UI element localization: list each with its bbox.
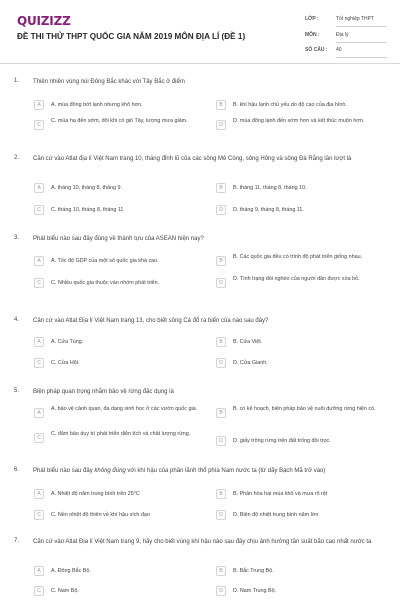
- question-number: 3.: [14, 235, 20, 241]
- option-letter-box: C: [34, 433, 44, 443]
- question-text: Căn cứ vào Atlat địa lí Việt Nam trang 10, tháng đỉnh lũ của các sông Mê Công, sông Hồng và sông Đà Rằng lần lượt là: [33, 156, 352, 162]
- option-text: A. Tốc độ GDP của một số quốc gia khá cao.: [51, 258, 159, 264]
- option-text: C. Nam Bộ.: [51, 588, 79, 594]
- option-text: A. Đông Bắc Bộ.: [51, 568, 91, 574]
- option-text: B. tháng 11, tháng 8, tháng 10.: [233, 185, 307, 191]
- option-letter-box: A: [34, 183, 44, 193]
- option-letter-box: D: [216, 586, 226, 596]
- question-text: Thiên nhiên vùng núi Đông Bắc khác với Tây Bắc ở điểm: [33, 79, 185, 85]
- option-text: C. Nền nhiệt độ thiên về khí hậu xích đạo: [51, 512, 150, 518]
- question-number: 4.: [14, 317, 20, 323]
- option-letter-box: A: [34, 337, 44, 347]
- option-d[interactable]: [216, 584, 388, 600]
- option-letter-box: B: [216, 337, 226, 347]
- quizizz-logo: QUIZIZZ: [17, 14, 71, 28]
- meta-class-label: LỚP :: [305, 16, 319, 22]
- option-b[interactable]: [216, 564, 388, 580]
- option-letter-box: D: [216, 278, 226, 288]
- meta-class-value: Tốt nghiệp THPT: [336, 16, 374, 22]
- question-text: [33, 467, 385, 475]
- question-number: 7.: [14, 538, 20, 544]
- option-text: C. Cửa Hội.: [51, 360, 80, 366]
- question-text: Căn cứ vào Atlat Địa lí Việt Nam trang 9, hãy cho biết vùng khí hậu nào sau đây chịu ảnh hưởng tần suất bão cao nhất nước ta: [33, 539, 372, 545]
- option-b[interactable]: [216, 181, 388, 197]
- option-a[interactable]: [34, 335, 206, 351]
- option-b[interactable]: [216, 254, 388, 270]
- option-text: A. tháng 10, tháng 8, tháng 9.: [51, 185, 123, 191]
- question-text-part: Phát biểu nào sau đây: [33, 468, 95, 474]
- option-letter-box: C: [34, 205, 44, 215]
- option-c[interactable]: [34, 203, 206, 219]
- page-title: ĐỀ THI THỬ THPT QUỐC GIA NĂM 2019 MÔN ĐỊA LÍ (ĐỀ 1): [17, 32, 246, 41]
- question-number: 5.: [14, 388, 20, 394]
- option-c[interactable]: [34, 431, 206, 447]
- option-a[interactable]: [34, 181, 206, 197]
- option-d[interactable]: [216, 356, 388, 372]
- option-text: A. Nhiệt độ năm trung bình trên 25°C: [51, 491, 140, 497]
- option-text: B. Cửa Việt.: [233, 339, 263, 345]
- option-letter-box: B: [216, 100, 226, 110]
- meta-subject-label: MÔN :: [305, 32, 320, 38]
- option-c[interactable]: [34, 356, 206, 372]
- option-b[interactable]: [216, 98, 388, 114]
- question-text: Biện pháp quan trọng nhằm bảo vệ rừng đặc dụng là: [33, 389, 174, 395]
- option-c[interactable]: [34, 584, 206, 600]
- question-text: Căn cứ vào Atlat Địa lí Việt Nam trang 13, cho biết sông Cả đổ ra biển của nào sau đây?: [33, 318, 269, 324]
- option-letter-box: D: [216, 120, 226, 130]
- meta-question-count-value: 40: [336, 47, 342, 53]
- option-letter-box: D: [216, 510, 226, 520]
- option-letter-box: D: [216, 205, 226, 215]
- option-d[interactable]: [216, 118, 388, 134]
- option-letter-box: A: [34, 256, 44, 266]
- option-text: A. bảo vệ cảnh quan, đa dạng sinh học ở các vườn quốc gia.: [51, 406, 198, 412]
- option-letter-box: B: [216, 566, 226, 576]
- option-text: D. giấy trồng rừng trên đất trống đồi trọc.: [233, 438, 331, 444]
- option-text: D. mùa đông lạnh đến sớm hơn và kết thúc muộn hơn.: [233, 118, 365, 124]
- option-text: D. tháng 9, tháng 8, tháng 11.: [233, 207, 304, 213]
- option-text: C. Nhiều quốc gia thuộc vào nhóm phát triển.: [51, 280, 160, 286]
- option-text: B. khí hậu lạnh chủ yếu do độ cao của địa hình.: [233, 102, 347, 108]
- option-d[interactable]: [216, 434, 388, 450]
- option-text: C. đảm bảo duy trì phát triển diện tích và chất lượng rừng.: [51, 431, 191, 437]
- option-text: D. Cửa Gianh.: [233, 360, 268, 366]
- question-6: [0, 467, 400, 525]
- meta-underline: [336, 26, 387, 27]
- meta-underline: [336, 42, 387, 43]
- option-letter-box: A: [34, 566, 44, 576]
- question-text: Phát biểu nào sau đây đúng về thành tựu của ASEAN hiện nay?: [33, 236, 204, 242]
- option-text: A. mùa đông bớt lạnh nhưng khô hơn.: [51, 102, 143, 108]
- meta-underline: [336, 57, 387, 58]
- question-4: [0, 317, 400, 375]
- option-text: D. Biên độ nhiệt trung bình năm lớn: [233, 512, 319, 518]
- option-text: C. tháng 10, tháng 8, tháng 11: [51, 207, 124, 213]
- meta-subject: [305, 30, 387, 44]
- question-number: 6.: [14, 467, 20, 473]
- option-text: B. Phân hóa hai mùa khô và mưa rõ rệt: [233, 491, 328, 497]
- option-letter-box: B: [216, 183, 226, 193]
- option-letter-box: C: [34, 278, 44, 288]
- option-c[interactable]: [34, 118, 206, 134]
- option-letter-box: B: [216, 256, 226, 266]
- option-text: D. Tình trạng đói nghèo của người dân được xóa bỏ.: [233, 276, 360, 282]
- option-text: B. Các quốc gia đều có trình độ phát triển giống nhau.: [233, 254, 363, 260]
- option-a[interactable]: [34, 254, 206, 270]
- option-a[interactable]: [34, 564, 206, 580]
- option-letter-box: C: [34, 586, 44, 596]
- meta-class: [305, 14, 387, 28]
- option-letter-box: A: [34, 489, 44, 499]
- meta-question-count: [305, 45, 387, 59]
- worksheet-header: [0, 0, 400, 62]
- option-d[interactable]: [216, 508, 388, 524]
- option-letter-box: A: [34, 100, 44, 110]
- option-text: A. Cửa Tùng.: [51, 339, 84, 345]
- option-a[interactable]: [34, 98, 206, 114]
- option-letter-box: B: [216, 408, 226, 418]
- option-text: B. Bắc Trung Bộ.: [233, 568, 274, 574]
- option-letter-box: C: [34, 510, 44, 520]
- option-letter-box: D: [216, 358, 226, 368]
- meta-question-count-label: SỐ CÂU :: [305, 47, 328, 53]
- question-3: [0, 235, 400, 300]
- option-text: B. có kế hoạch, biện pháp bảo vệ nuôi dưỡng rừng hiện có.: [233, 406, 376, 412]
- option-text: D. Nam Trung Bộ.: [233, 588, 277, 594]
- option-b[interactable]: [216, 406, 388, 422]
- question-2: [0, 155, 400, 225]
- option-b[interactable]: [216, 487, 388, 503]
- question-text-part: với khí hậu của phần lãnh thổ phía Nam nước ta (từ dãy Bạch Mã trở vào): [125, 468, 326, 474]
- option-letter-box: C: [34, 120, 44, 130]
- question-number: 2.: [14, 155, 20, 161]
- header-divider: [0, 63, 400, 64]
- option-a[interactable]: [34, 487, 206, 503]
- option-letter-box: D: [216, 436, 226, 446]
- question-text-emphasis: không đúng: [94, 468, 126, 474]
- option-d[interactable]: [216, 203, 388, 219]
- question-5: [0, 388, 400, 453]
- question-number: 1.: [14, 78, 20, 84]
- option-d[interactable]: [216, 276, 388, 292]
- option-c[interactable]: [34, 276, 206, 292]
- option-a[interactable]: [34, 406, 206, 422]
- option-b[interactable]: [216, 335, 388, 351]
- option-c[interactable]: [34, 508, 206, 524]
- option-letter-box: A: [34, 408, 44, 418]
- meta-subject-value: Địa lý: [336, 32, 349, 38]
- question-7: [0, 538, 400, 600]
- option-text: C. mùa hạ đến sớm, đôi khi có gió Tây, lượng mưa giảm.: [51, 118, 188, 124]
- option-letter-box: B: [216, 489, 226, 499]
- question-1: [0, 78, 400, 138]
- option-letter-box: C: [34, 358, 44, 368]
